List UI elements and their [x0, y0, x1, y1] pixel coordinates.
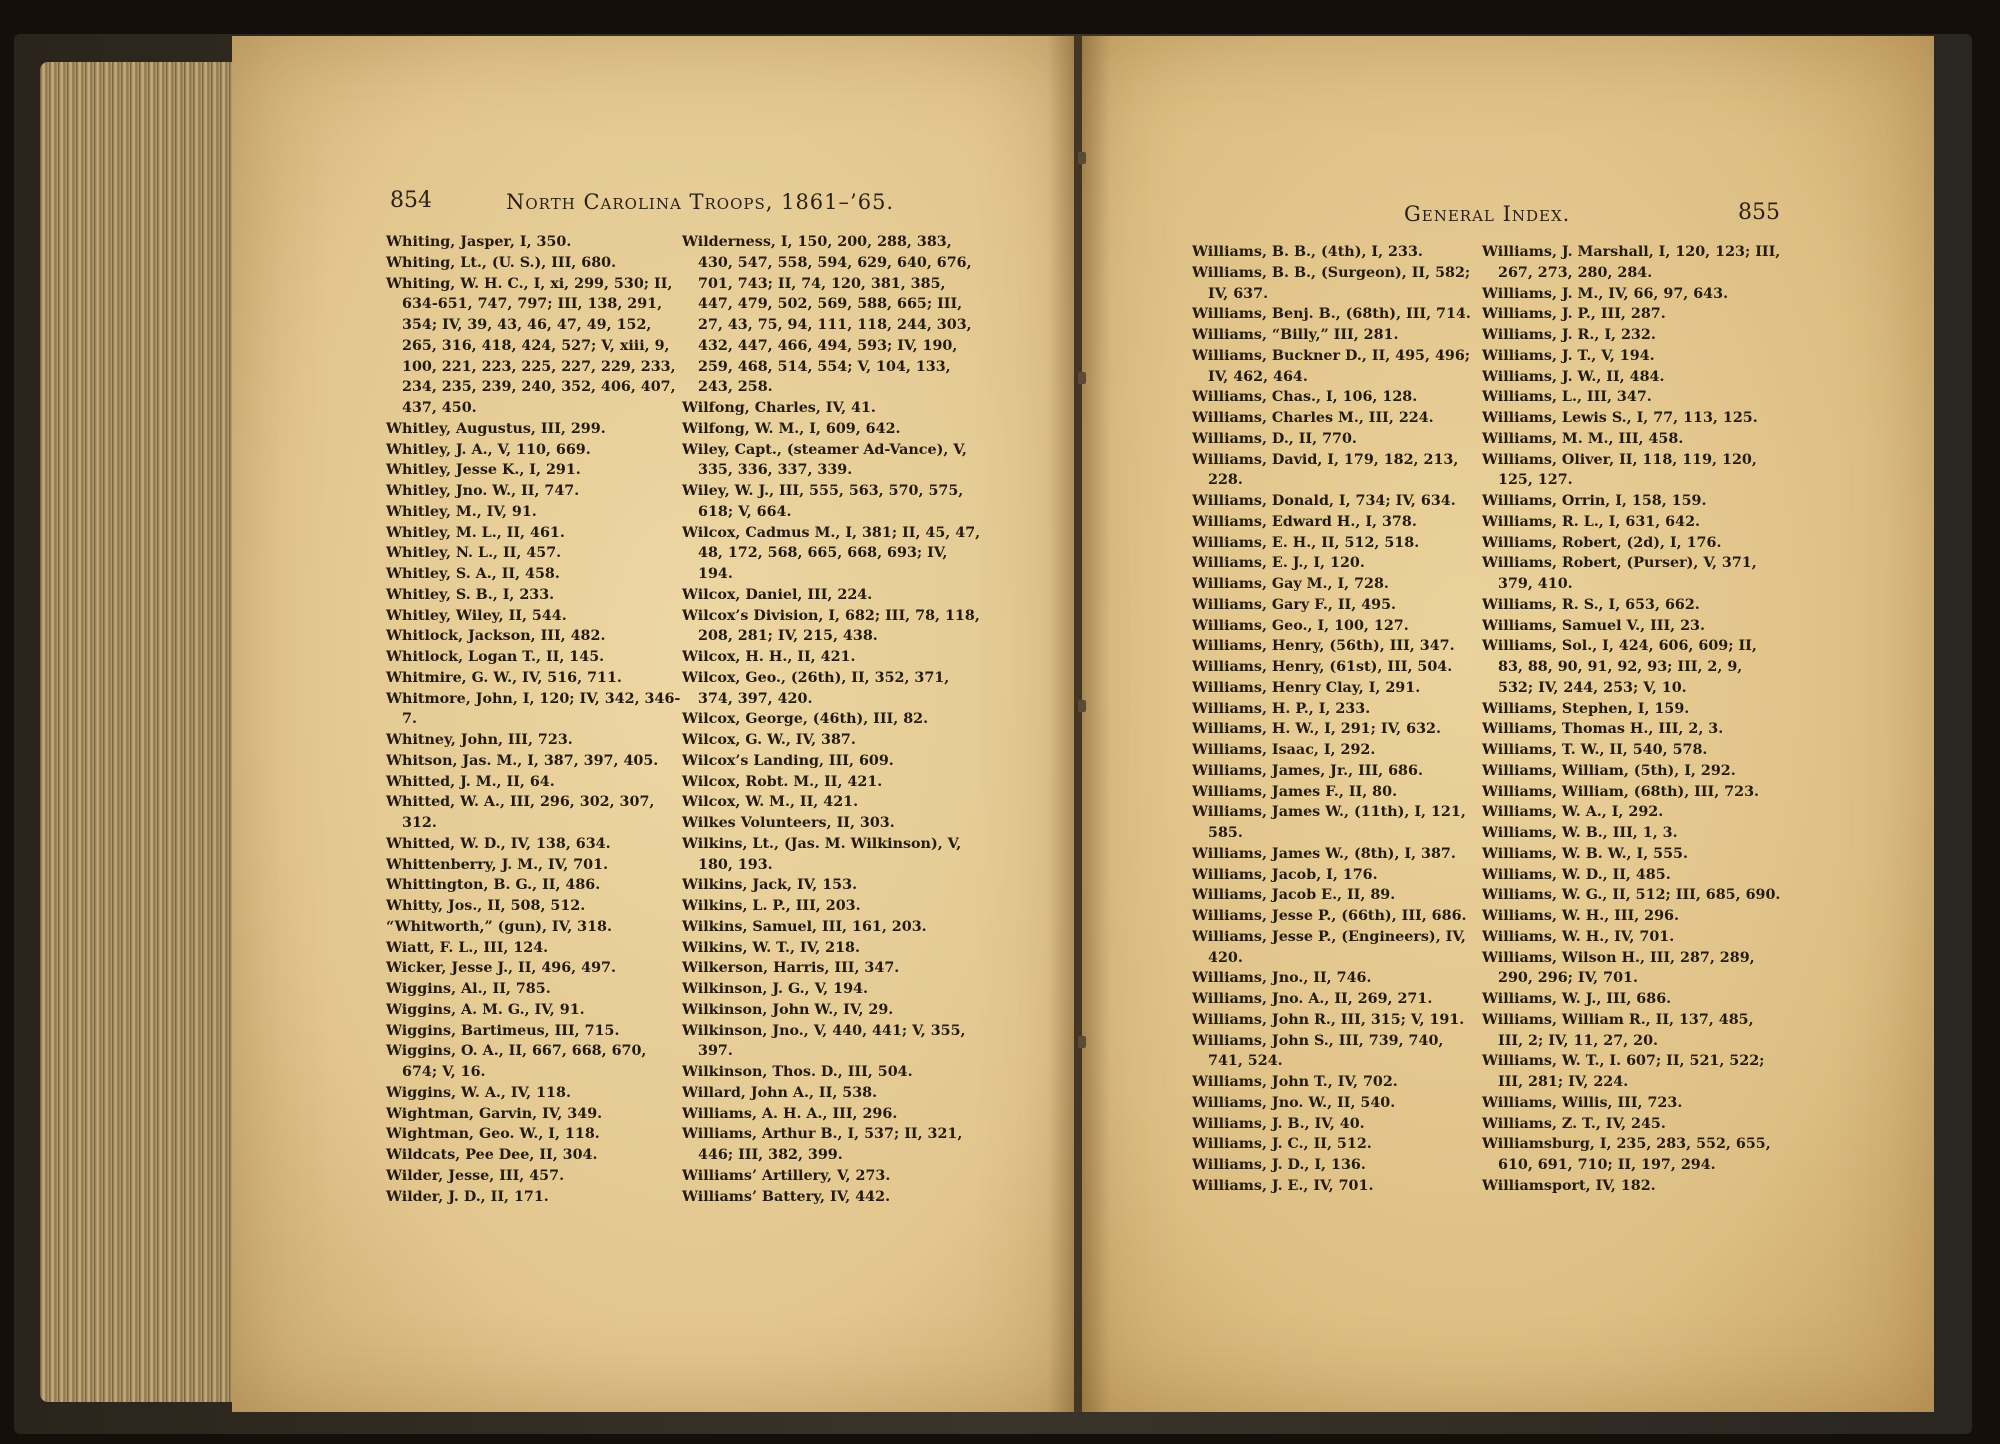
- index-entry: Wildcats, Pee Dee, II, 304.: [386, 1147, 598, 1163]
- index-entry: Williams, J. B., IV, 40.: [1192, 1115, 1365, 1132]
- index-entry: Williams, James W., (8th), I, 387.: [1192, 845, 1456, 862]
- index-entry: Wilkerson, Harris, III, 347.: [682, 960, 900, 977]
- index-entry: Williams, W. J., III, 686.: [1482, 991, 1672, 1007]
- index-entry: Williams, Henry Clay, I, 291.: [1192, 679, 1421, 696]
- index-entry: Wilder, Jesse, III, 457.: [386, 1167, 565, 1184]
- index-entry: Williamsport, IV, 182.: [1482, 1177, 1656, 1194]
- index-entry: Whitted, W. D., IV, 138, 634.: [386, 835, 611, 852]
- binding-staple: [1078, 152, 1086, 164]
- index-entry: Wiggins, W. A., IV, 118.: [386, 1084, 571, 1101]
- index-entry: Whitley, J. A., V, 110, 669.: [386, 441, 591, 458]
- index-entry: Whitmore, John, I, 120; IV, 342, 346-7.: [386, 690, 681, 728]
- index-entry: Williams, William, (68th), III, 723.: [1482, 783, 1760, 800]
- index-entry: Williams, J. P., III, 287.: [1482, 306, 1666, 323]
- index-column-left-1: [386, 232, 684, 1207]
- index-entry: Williams, James W., (11th), I, 121, 585.: [1192, 804, 1466, 841]
- index-entry: Williams, Donald, I, 734; IV, 634.: [1192, 493, 1456, 509]
- index-entry: Wilcox, George, (46th), III, 82.: [682, 711, 929, 728]
- index-entry: Wilfong, Charles, IV, 41.: [682, 400, 876, 416]
- index-entry: Whittenberry, J. M., IV, 701.: [386, 856, 609, 873]
- index-entry: Wiatt, F. L., III, 124.: [386, 939, 549, 956]
- index-entry: Williams, W. B. W., I, 555.: [1482, 845, 1688, 862]
- index-entry: Whitlock, Logan T., II, 145.: [386, 649, 605, 665]
- index-entry: Wilkins, Samuel, III, 161, 203.: [682, 918, 927, 935]
- index-entry: Williams, E. H., II, 512, 518.: [1192, 534, 1420, 551]
- index-entry: Williams, J. R., I, 232.: [1482, 327, 1656, 343]
- index-entry: Williams, Geo., I, 100, 127.: [1192, 617, 1409, 634]
- index-entry: “Whitworth,” (gun), IV, 318.: [386, 918, 612, 935]
- index-entry: Williams, W. A., I, 292.: [1482, 804, 1664, 821]
- index-entry: Wilkinson, John W., IV, 29.: [682, 1001, 894, 1018]
- index-entry: Williams, Samuel V., III, 23.: [1482, 617, 1705, 634]
- index-entry: Williams, Willis, III, 723.: [1482, 1094, 1683, 1111]
- index-entry: Williams, J. M., IV, 66, 97, 643.: [1482, 285, 1729, 302]
- index-entry: Williams, Orrin, I, 158, 159.: [1482, 493, 1707, 509]
- index-entry: Williams, Thomas H., III, 2, 3.: [1482, 721, 1724, 738]
- index-entry: Whitmire, G. W., IV, 516, 711.: [386, 669, 622, 686]
- index-entry: Williams, W. D., II, 485.: [1482, 866, 1671, 883]
- index-entry: Whitley, Jno. W., II, 747.: [386, 483, 580, 499]
- index-entry: Wiggins, A. M. G., IV, 91.: [386, 1001, 585, 1018]
- index-column-right-2: [1482, 242, 1782, 1197]
- index-entry: Whittington, B. G., II, 486.: [386, 877, 601, 894]
- index-entry: Williams, R. L., I, 631, 642.: [1482, 513, 1701, 530]
- left-running-head: North Carolina Troops, 1861–’65.: [506, 190, 895, 214]
- index-entry: Wilkinson, J. G., V, 194.: [682, 981, 868, 997]
- index-entry: Wilkinson, Thos. D., III, 504.: [682, 1064, 913, 1080]
- index-entry: Williams, Benj. B., (68th), III, 714.: [1192, 306, 1471, 323]
- index-entry: Williams, Jacob E., II, 89.: [1192, 887, 1396, 904]
- index-entry: Williams, J. T., V, 194.: [1482, 347, 1655, 364]
- index-entry: Williams, Buckner D., II, 495, 496; IV, 462, 464.: [1192, 347, 1471, 385]
- left-page-number: 854: [390, 188, 432, 213]
- index-entry: Williams, A. H. A., III, 296.: [682, 1105, 898, 1122]
- index-entry: Whitley, S. B., I, 233.: [386, 586, 555, 603]
- index-entry: Williams, Isaac, I, 292.: [1192, 742, 1376, 758]
- index-entry: Williams, H. P., I, 233.: [1192, 700, 1371, 717]
- index-entry: Wilcox, H. H., II, 421.: [682, 649, 856, 665]
- index-entry: Whitley, M., IV, 91.: [386, 503, 537, 520]
- index-entry: Wilcox, Robt. M., II, 421.: [682, 773, 883, 790]
- index-entry: Williams’ Battery, IV, 442.: [682, 1188, 891, 1205]
- index-entry: Williams, Chas., I, 106, 128.: [1192, 389, 1418, 406]
- index-entry: Whitley, S. A., II, 458.: [386, 566, 560, 582]
- index-entry: Williams, Z. T., IV, 245.: [1482, 1115, 1666, 1132]
- index-entry: Williams, W. H., IV, 701.: [1482, 928, 1675, 945]
- index-entry: Williams, H. W., I, 291; IV, 632.: [1192, 721, 1441, 738]
- index-entry: Williams, William, (5th), I, 292.: [1482, 762, 1736, 779]
- index-entry: Wilcox, W. M., II, 421.: [682, 794, 859, 811]
- index-entry: Williams, R. S., I, 653, 662.: [1482, 596, 1700, 613]
- index-entry: Williams, J. E., IV, 701.: [1192, 1177, 1374, 1194]
- index-entry: Wilcox, Geo., (26th), II, 352, 371, 374, 397, 420.: [682, 669, 950, 707]
- book-gutter: [1048, 36, 1110, 1412]
- index-entry: Williams, J. C., II, 512.: [1192, 1136, 1372, 1153]
- index-entry: Wilcox’s Division, I, 682; III, 78, 118, 208, 281; IV, 215, 438.: [682, 607, 980, 645]
- index-entry: Whitty, Jos., II, 508, 512.: [386, 898, 586, 914]
- index-entry: Williams, B. B., (Surgeon), II, 582; IV, 637.: [1192, 264, 1471, 302]
- index-entry: Whiting, W. H. C., I, xi, 299, 530; II, 634-651, 747, 797; III, 138, 291, 354; IV, 39, 43, 46, 47, 49, 152, 265, 316, 418, 424, 527; V, xiii, 9, 100, 221, 223, 225, 227, 229, 233, 234, 235, 239, 240, 352, 406, 407, 437, 450.: [386, 275, 676, 416]
- index-entry: Williams, Robert, (2d), I, 176.: [1482, 534, 1722, 551]
- index-entry: Williams, Arthur B., I, 537; II, 321, 446; III, 382, 399.: [682, 1126, 963, 1163]
- index-entry: Williams, W. H., III, 296.: [1482, 908, 1679, 924]
- index-entry: Williams, Edward H., I, 378.: [1192, 513, 1417, 530]
- right-running-head: General Index.: [1404, 202, 1571, 226]
- index-entry: Wiley, Capt., (steamer Ad-Vance), V, 335, 336, 337, 339.: [682, 441, 967, 479]
- index-entry: Whitlock, Jackson, III, 482.: [386, 628, 606, 645]
- index-entry: Whitted, J. M., II, 64.: [386, 773, 555, 790]
- right-page-number: 855: [1738, 200, 1780, 225]
- index-entry: Wilder, J. D., II, 171.: [386, 1188, 549, 1205]
- index-entry: Wiley, W. J., III, 555, 563, 570, 575, 618; V, 664.: [682, 483, 964, 520]
- index-entry: Williams, T. W., II, 540, 578.: [1482, 742, 1708, 758]
- index-entry: Williams, John T., IV, 702.: [1192, 1074, 1398, 1090]
- index-entry: Williams, Oliver, II, 118, 119, 120, 125, 127.: [1482, 451, 1757, 489]
- index-entry: Williams, Gary F., II, 495.: [1192, 596, 1397, 613]
- index-entry: Williams, James F., II, 80.: [1192, 783, 1398, 800]
- index-entry: Wilkins, L. P., III, 203.: [682, 898, 861, 914]
- index-entry: Williams, John R., III, 315; V, 191.: [1192, 1011, 1465, 1028]
- index-entry: Williams, D., II, 770.: [1192, 430, 1357, 447]
- index-entry: Williams, Henry, (61st), III, 504.: [1192, 659, 1453, 675]
- index-entry: Whitley, N. L., II, 457.: [386, 545, 562, 562]
- index-entry: Wilkins, W. T., IV, 218.: [682, 939, 860, 956]
- index-entry: Williams, W. B., III, 1, 3.: [1482, 825, 1678, 841]
- index-entry: Williams, Stephen, I, 159.: [1482, 700, 1690, 717]
- index-entry: Whitney, John, III, 723.: [386, 732, 573, 748]
- index-entry: Williams, L., III, 347.: [1482, 389, 1652, 406]
- index-entry: Williams, W. G., II, 512; III, 685, 690.: [1482, 887, 1781, 904]
- index-entry: Williams, M. M., III, 458.: [1482, 430, 1684, 447]
- index-entry: Wightman, Garvin, IV, 349.: [386, 1105, 603, 1122]
- index-entry: Williams, Jno. A., II, 269, 271.: [1192, 991, 1433, 1007]
- index-entry: Williams, Jno., II, 746.: [1192, 970, 1372, 987]
- index-entry: Whitted, W. A., III, 296, 302, 307, 312.: [386, 794, 655, 831]
- index-column-left-2: [682, 232, 982, 1207]
- index-entry: Whitley, Jesse K., I, 291.: [386, 462, 581, 479]
- binding-staple: [1078, 372, 1086, 384]
- page-edges: [40, 62, 240, 1402]
- index-entry: Wiggins, Bartimeus, III, 715.: [386, 1022, 620, 1039]
- index-entry: Whitley, M. L., II, 461.: [386, 524, 565, 541]
- index-entry: Williams, Wilson H., III, 287, 289, 290, 296; IV, 701.: [1482, 949, 1755, 987]
- index-entry: Williams, Charles M., III, 224.: [1192, 410, 1434, 426]
- index-entry: Williams, John S., III, 739, 740, 741, 524.: [1192, 1032, 1444, 1070]
- index-entry: Williams, Gay M., I, 728.: [1192, 576, 1389, 592]
- index-entry: Whitson, Jas. M., I, 387, 397, 405.: [386, 752, 659, 769]
- index-entry: Whiting, Lt., (U. S.), III, 680.: [386, 254, 617, 271]
- index-entry: Wilkes Volunteers, II, 303.: [682, 815, 895, 831]
- index-entry: Williams, James, Jr., III, 686.: [1192, 762, 1423, 779]
- index-entry: Wiggins, Al., II, 785.: [386, 981, 551, 997]
- index-entry: Williamsburg, I, 235, 283, 552, 655, 610, 691, 710; II, 197, 294.: [1482, 1136, 1771, 1173]
- index-entry: Wicker, Jesse J., II, 496, 497.: [386, 960, 616, 977]
- index-entry: Williams, Jesse P., (66th), III, 686.: [1192, 908, 1467, 924]
- index-entry: Wilcox, Cadmus M., I, 381; II, 45, 47, 48, 172, 568, 665, 668, 693; IV, 194.: [682, 524, 981, 582]
- index-entry: Wilcox, G. W., IV, 387.: [682, 732, 856, 748]
- index-entry: Williams, Lewis S., I, 77, 113, 125.: [1482, 410, 1758, 426]
- index-entry: Wilfong, W. M., I, 609, 642.: [682, 420, 901, 437]
- index-entry: Wilkins, Jack, IV, 153.: [682, 877, 858, 894]
- index-entry: Williams, J. W., II, 484.: [1482, 368, 1665, 385]
- index-entry: Wiggins, O. A., II, 667, 668, 670, 674; V, 16.: [386, 1043, 647, 1080]
- index-entry: Williams, Jacob, I, 176.: [1192, 866, 1378, 883]
- index-entry: Williams, Jesse P., (Engineers), IV, 420.: [1192, 928, 1466, 966]
- index-entry: Whitley, Augustus, III, 299.: [386, 420, 606, 437]
- index-entry: Williams, J. Marshall, I, 120, 123; III, 267, 273, 280, 284.: [1482, 244, 1781, 281]
- index-entry: Williams, “Billy,” III, 281.: [1192, 327, 1399, 343]
- index-entry: Wilcox’s Landing, III, 609.: [682, 752, 894, 769]
- index-entry: Williams, W. T., I. 607; II, 521, 522; III, 281; IV, 224.: [1482, 1053, 1765, 1090]
- index-entry: Willard, John A., II, 538.: [682, 1084, 878, 1101]
- index-entry: Williams, J. D., I, 136.: [1192, 1157, 1366, 1173]
- index-entry: Wightman, Geo. W., I, 118.: [386, 1126, 600, 1143]
- index-entry: Williams, Jno. W., II, 540.: [1192, 1094, 1396, 1111]
- index-entry: Wilcox, Daniel, III, 224.: [682, 586, 873, 603]
- index-entry: Williams, Henry, (56th), III, 347.: [1192, 638, 1455, 655]
- index-entry: Wilkins, Lt., (Jas. M. Wilkinson), V, 180, 193.: [682, 835, 962, 873]
- binding-staple: [1078, 1036, 1086, 1048]
- index-entry: Williams, William R., II, 137, 485, III, 2; IV, 11, 27, 20.: [1482, 1011, 1754, 1049]
- binding-staple: [1078, 700, 1086, 712]
- index-entry: Williams’ Artillery, V, 273.: [682, 1167, 891, 1184]
- index-entry: Whiting, Jasper, I, 350.: [386, 234, 572, 250]
- index-entry: Williams, Sol., I, 424, 606, 609; II, 83, 88, 90, 91, 92, 93; III, 2, 9, 532; IV, 244, 253; V, 10.: [1482, 638, 1757, 696]
- index-entry: Wilkinson, Jno., V, 440, 441; V, 355, 397.: [682, 1022, 966, 1060]
- index-entry: Williams, Robert, (Purser), V, 371, 379, 410.: [1482, 555, 1757, 592]
- index-entry: Williams, B. B., (4th), I, 233.: [1192, 244, 1423, 260]
- index-entry: Wilderness, I, 150, 200, 288, 383, 430, 547, 558, 594, 629, 640, 676, 701, 743; II, 74, 120, 381, 385, 447, 479, 502, 569, 588, 665; III, 27, 43, 75, 94, 111, 118, 244, 303, 432, 447, 466, 494, 593; IV, 190, 259, 468, 514, 554; V, 104, 133, 243, 258.: [682, 234, 972, 396]
- index-entry: Whitley, Wiley, II, 544.: [386, 607, 567, 624]
- index-column-right-1: [1192, 242, 1482, 1197]
- index-entry: Williams, E. J., I, 120.: [1192, 555, 1365, 572]
- index-entry: Williams, David, I, 179, 182, 213, 228.: [1192, 451, 1459, 489]
